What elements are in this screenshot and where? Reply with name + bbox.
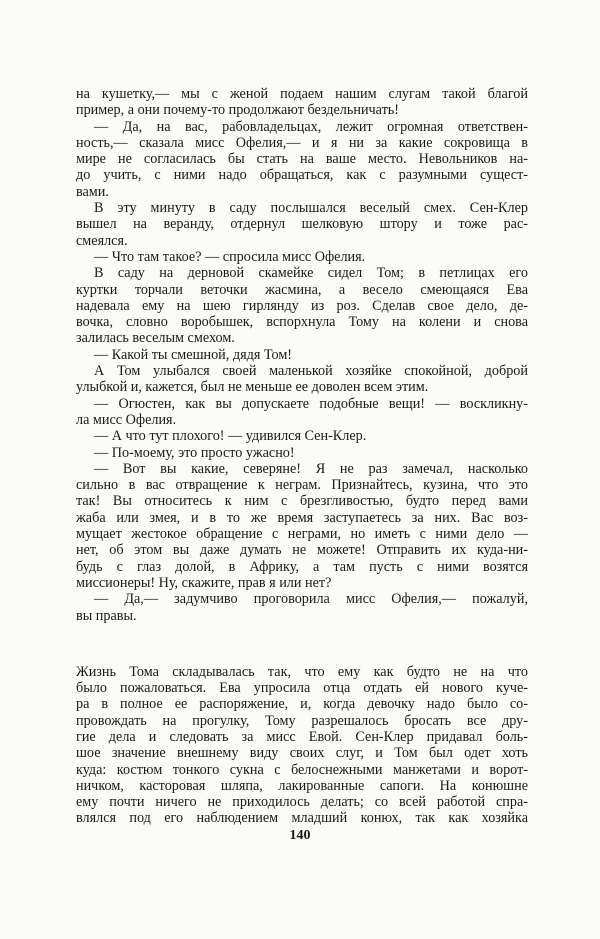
page-number: 140 — [289, 828, 311, 843]
text-line: вы правы. — [76, 607, 137, 624]
text-line: ла мисс Офелия. — [76, 411, 177, 428]
text-line: мире не согласилась бы стать на ваше место. Невольников на- — [76, 151, 528, 168]
text-line: надевала ему на шею гирлянду из роз. Сделав свое дело, де- — [76, 297, 528, 314]
text-line: провождать на прогулку, Тому разрешалось бросать все дру- — [76, 712, 528, 729]
text-line: вышел на веранду, отдернул шелковую штору и тоже рас- — [76, 216, 528, 233]
text-line: — Что там такое? — спросила мисс Офелия. — [94, 248, 366, 265]
text-line: — Да, на вас, рабовладельцах, лежит огромная ответствен- — [94, 118, 528, 135]
text-line: гие дела и следовать за мисс Евой. Сен-Клер придавал боль- — [76, 728, 528, 745]
text-line: миссионеры! Ну, скажите, прав я или нет? — [76, 574, 332, 591]
text-line: вочка, словно воробышек, вспорхнула Тому на колени и снова — [76, 314, 528, 331]
text-line: — По-моему, это просто ужасно! — [94, 444, 295, 461]
text-line: ность,— сказала мисс Офелия,— и я ни за какие сокровища в — [76, 134, 528, 151]
text-line: куда: костюм тонкого сукна с белоснежными манжетами и ворот- — [76, 761, 528, 778]
text-line: — Да,— задумчиво проговорила мисс Офелия,— пожалуй, — [94, 591, 528, 608]
text-line: жаба или змея, и в то же время заступаетесь за них. Вас воз- — [76, 509, 528, 526]
text-block-dialogue — [76, 86, 528, 624]
text-line: будь с глаз долой, в Африку, а там пусть с ними возятся — [76, 558, 528, 575]
text-line: смеялся. — [76, 232, 128, 249]
text-line: сильно в вас отвращение к неграм. Признайтесь, кузина, что это — [76, 477, 528, 494]
text-line: залилась веселым смехом. — [76, 330, 235, 347]
text-line: ничком, касторовая шляпа, лакированные сапоги. На конюшне — [76, 777, 528, 794]
page-body — [76, 86, 528, 827]
text-line: влялся под его наблюдением младший конюх, так как хозяйка — [76, 810, 528, 827]
text-line: нет, об этом вы даже думать не можете! Отправить их куда-ни- — [76, 542, 528, 559]
text-line: В саду на дерновой скамейке сидел Том; в петлицах его — [94, 265, 528, 282]
text-line: В эту минуту в саду послышался веселый смех. Сен-Клер — [94, 200, 528, 217]
text-line: А Том улыбался своей маленькой хозяйке спокойной, доброй — [94, 363, 528, 380]
text-line: мущает жестокое обращение с неграми, но иметь с ними дело — — [76, 526, 528, 543]
text-line: куртки торчали веточки жасмина, а весело смеющаяся Ева — [76, 281, 528, 298]
text-line: улыбкой и, кажется, был не меньше ее доволен всем этим. — [76, 379, 429, 396]
text-line: — Огюстен, как вы допускаете подобные вещи! — воскликну- — [94, 395, 528, 412]
text-line: — А что тут плохого! — удивился Сен-Клер. — [94, 428, 367, 445]
text-line: — Вот вы какие, северяне! Я не раз замечал, насколько — [94, 460, 528, 477]
text-line: так! Вы относитесь к ним с брезгливостью, будто перед вами — [76, 493, 528, 510]
text-line: — Какой ты смешной, дядя Том! — [94, 346, 293, 363]
section-gap — [76, 624, 528, 664]
text-block-narrative — [76, 664, 528, 827]
text-line: было пожаловаться. Ева упросила отца отдать ей нового куче- — [76, 680, 528, 697]
text-line: шое значение внешнему виду своих слуг, и Том был одет хоть — [76, 745, 528, 762]
text-line: пример, а они почему-то продолжают бездельничать! — [76, 102, 400, 119]
text-line: до учить, с ними надо обращаться, как с разумными сущест- — [76, 167, 528, 184]
text-line: ему почти ничего не приходилось делать; со всей работой спра- — [76, 794, 528, 811]
text-line: на кушетку,— мы с женой подаем нашим слугам такой благой — [76, 86, 528, 102]
text-line: Жизнь Тома складывалась так, что ему как будто не на что — [76, 663, 528, 680]
text-line: вами. — [76, 183, 109, 200]
text-line: ра в полное ее распоряжение, и, когда девочку надо было со- — [76, 696, 528, 713]
